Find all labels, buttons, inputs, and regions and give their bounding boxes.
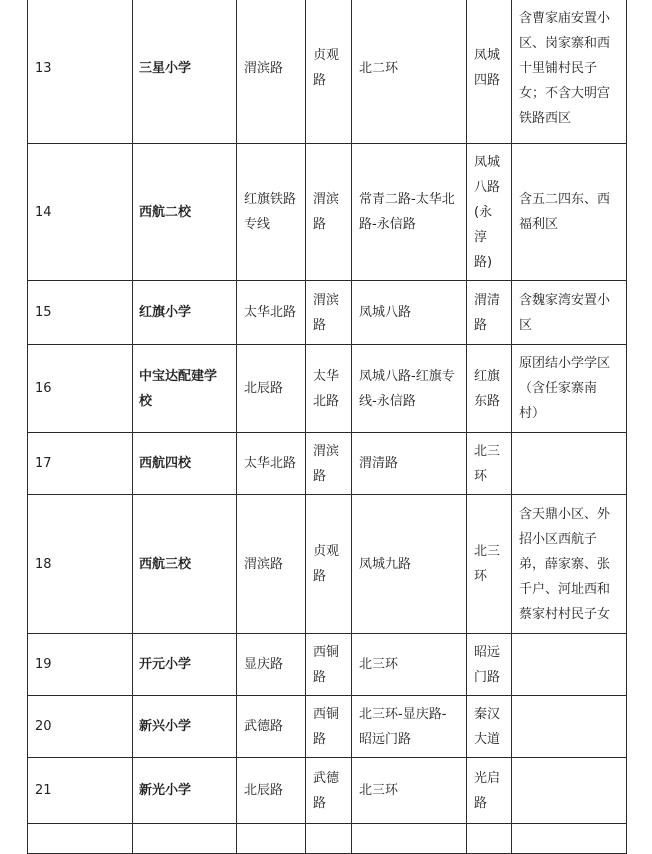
school-name-cell [133, 433, 237, 495]
east-boundary: 渭滨 路 [313, 292, 340, 333]
remarks: 含魏家湾安置小 区 [519, 292, 611, 333]
school-name-cell [133, 824, 237, 854]
row-number: 20 [35, 719, 52, 734]
east-boundary-cell [306, 495, 352, 634]
table-row [28, 144, 627, 281]
north-boundary-cell [467, 634, 512, 696]
north-boundary: 秦汉 大道 [474, 706, 501, 747]
east-boundary-cell [306, 0, 352, 144]
school-name-cell [133, 144, 237, 281]
north-boundary-cell [467, 495, 512, 634]
row-number: 19 [35, 657, 52, 672]
north-boundary-cell [467, 0, 512, 144]
east-boundary-cell [306, 758, 352, 824]
east-boundary: 贞观 路 [313, 544, 340, 584]
remarks-cell [512, 345, 627, 433]
remarks: 含五二四东、西 福利区 [519, 192, 611, 232]
north-boundary: 光启 路 [474, 770, 501, 811]
east-boundary: 渭滨 路 [313, 443, 340, 484]
school-name-cell [133, 634, 237, 696]
row-number: 14 [35, 204, 52, 220]
west-boundary: 武德路 [244, 719, 284, 734]
west-boundary-cell [237, 634, 306, 696]
remarks-cell [512, 824, 627, 854]
school-name: 新兴小学 [139, 719, 192, 734]
north-boundary-cell [467, 281, 512, 345]
south-boundary-cell [352, 281, 467, 345]
remarks-cell [512, 634, 627, 696]
north-boundary: 昭远 门路 [474, 644, 501, 685]
west-boundary: 北辰路 [244, 783, 284, 798]
north-boundary: 凤城 四路 [474, 48, 501, 88]
row-number-cell [28, 758, 133, 824]
north-boundary: 红旗 东路 [474, 368, 501, 409]
west-boundary-cell [237, 281, 306, 345]
table-row [28, 281, 627, 345]
west-boundary-cell [237, 495, 306, 634]
school-district-table [27, 0, 627, 854]
table-row [28, 696, 627, 758]
school-name: 红旗小学 [139, 305, 192, 320]
school-name: 西航三校 [139, 556, 192, 572]
west-boundary-cell [237, 144, 306, 281]
west-boundary: 北辰路 [244, 381, 284, 396]
school-name: 西航二校 [139, 204, 192, 220]
west-boundary: 红旗铁路 专线 [244, 192, 297, 232]
east-boundary-cell [306, 433, 352, 495]
south-boundary-cell [352, 495, 467, 634]
south-boundary-cell [352, 696, 467, 758]
north-boundary-cell [467, 345, 512, 433]
school-name-cell [133, 345, 237, 433]
remarks: 含曹家庙安置小 区、岗家寨和西 十里铺村民子 女；不含大明宫 铁路西区 [519, 10, 611, 126]
row-number-cell [28, 634, 133, 696]
south-boundary: 北二环 [359, 60, 399, 76]
school-name: 西航四校 [139, 456, 192, 471]
south-boundary-cell [352, 144, 467, 281]
row-number-cell [28, 144, 133, 281]
west-boundary-cell [237, 345, 306, 433]
table-row [28, 345, 627, 433]
north-boundary: 渭清 路 [474, 292, 501, 333]
south-boundary-cell [352, 345, 467, 433]
east-boundary: 西铜 路 [313, 644, 340, 685]
west-boundary: 渭滨路 [244, 60, 284, 76]
school-name: 新光小学 [139, 783, 192, 798]
school-name: 开元小学 [139, 657, 192, 672]
remarks-cell [512, 144, 627, 281]
remarks-cell [512, 433, 627, 495]
west-boundary-cell [237, 824, 306, 854]
north-boundary-cell [467, 144, 512, 281]
row-number: 17 [35, 456, 52, 471]
west-boundary-cell [237, 758, 306, 824]
row-number-cell [28, 281, 133, 345]
north-boundary-cell [467, 433, 512, 495]
east-boundary-cell [306, 144, 352, 281]
east-boundary: 西铜 路 [313, 706, 340, 747]
west-boundary: 显庆路 [244, 657, 284, 672]
south-boundary-cell [352, 634, 467, 696]
north-boundary: 北三 环 [474, 544, 501, 584]
south-boundary: 凤城八路 [359, 305, 412, 320]
remarks-cell [512, 495, 627, 634]
south-boundary-cell [352, 433, 467, 495]
north-boundary: 北三 环 [474, 443, 501, 484]
west-boundary: 太华北路 [244, 456, 297, 471]
row-number-cell [28, 0, 133, 144]
west-boundary: 渭滨路 [244, 556, 284, 572]
remarks-cell [512, 696, 627, 758]
row-number-cell [28, 495, 133, 634]
east-boundary-cell [306, 824, 352, 854]
north-boundary-cell [467, 824, 512, 854]
east-boundary-cell [306, 634, 352, 696]
remarks: 原团结小学学区 （含任家寨南 村） [519, 356, 611, 421]
table-row [28, 634, 627, 696]
south-boundary: 北三环-显庆路- 昭远门路 [359, 706, 447, 747]
school-name-cell [133, 495, 237, 634]
east-boundary: 武德 路 [313, 770, 340, 811]
east-boundary: 太华 北路 [313, 368, 340, 409]
remarks-cell [512, 281, 627, 345]
row-number-cell [28, 433, 133, 495]
remarks-cell [512, 758, 627, 824]
south-boundary: 常青二路-太华北 路-永信路 [359, 192, 455, 232]
table-row [28, 824, 627, 854]
row-number: 16 [35, 381, 52, 396]
east-boundary-cell [306, 345, 352, 433]
row-number: 21 [35, 783, 52, 798]
row-number: 15 [35, 305, 52, 320]
north-boundary-cell [467, 758, 512, 824]
school-name: 三星小学 [139, 60, 192, 76]
east-boundary: 贞观 路 [313, 48, 340, 88]
row-number-cell [28, 696, 133, 758]
south-boundary-cell [352, 0, 467, 144]
south-boundary: 渭清路 [359, 456, 399, 471]
school-name: 中宝达配建学 校 [139, 368, 218, 409]
south-boundary: 凤城八路-红旗专 线-永信路 [359, 368, 455, 409]
row-number: 18 [35, 556, 52, 572]
remarks-cell [512, 0, 627, 144]
table-row [28, 495, 627, 634]
east-boundary-cell [306, 281, 352, 345]
west-boundary-cell [237, 0, 306, 144]
school-name-cell [133, 758, 237, 824]
south-boundary-cell [352, 758, 467, 824]
east-boundary-cell [306, 696, 352, 758]
row-number-cell [28, 824, 133, 854]
north-boundary-cell [467, 696, 512, 758]
north-boundary: 凤城 八路 (永 淳 路) [474, 154, 501, 270]
west-boundary: 太华北路 [244, 305, 297, 320]
table-row [28, 433, 627, 495]
remarks: 含天鼎小区、外 招小区西航子 弟，薛家寨、张 千户、河址西和 蔡家村村民子女 [519, 506, 611, 622]
school-name-cell [133, 0, 237, 144]
south-boundary: 北三环 [359, 657, 399, 672]
table-row [28, 758, 627, 824]
south-boundary: 北三环 [359, 783, 399, 798]
south-boundary-cell [352, 824, 467, 854]
school-name-cell [133, 281, 237, 345]
west-boundary-cell [237, 696, 306, 758]
row-number-cell [28, 345, 133, 433]
row-number: 13 [35, 60, 52, 76]
east-boundary: 渭滨 路 [313, 192, 340, 232]
table-row [28, 0, 627, 144]
school-name-cell [133, 696, 237, 758]
south-boundary: 凤城九路 [359, 556, 412, 572]
west-boundary-cell [237, 433, 306, 495]
